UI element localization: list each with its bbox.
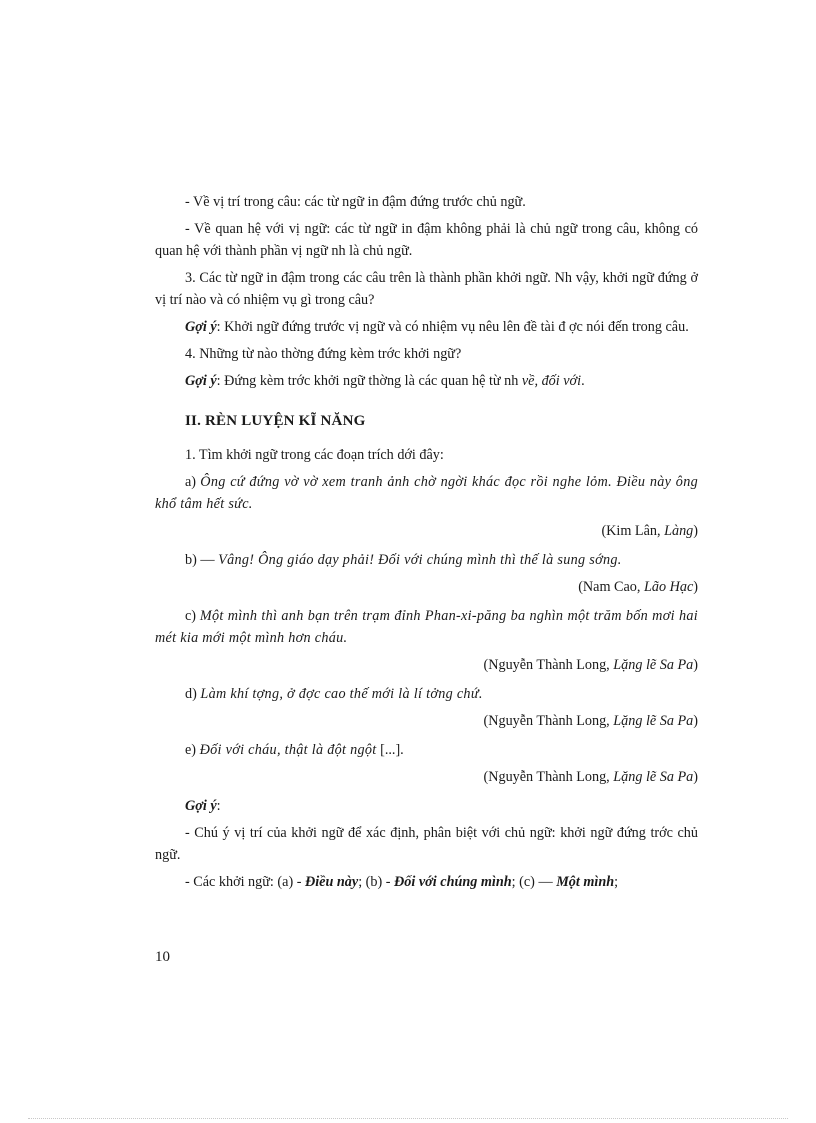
hint-label: Gợi ý — [185, 373, 217, 389]
excerpt-text: Một mình thì anh bạn trên trạm đỉnh Phan-xi-păng ba nghìn một trăm bốn mơi hai mét kia mới một mình hơn cháu. — [155, 608, 698, 646]
question-4: 4. Những từ nào thờng đứng kèm trớc khởi ngữ? — [185, 346, 462, 362]
excerpt-text: Đối với cháu, thật là đột ngột — [199, 742, 377, 758]
page-content — [155, 191, 698, 898]
excerpt-a: a) Ông cứ đứng vờ vờ xem tranh ảnh chờ ngời khác đọc rồi nghe lỏm. Điều này ông khổ tâm hết sức. — [155, 474, 698, 512]
section-heading: II. RÈN LUYỆN KĨ NĂNG — [185, 413, 366, 429]
hint-2: Gợi ý: Đứng kèm trớc khởi ngữ thờng là các quan hệ từ nh về, đối với. — [185, 373, 585, 389]
exercise-intro: 1. Tìm khởi ngữ trong các đoạn trích dới đây: — [185, 447, 444, 463]
hint-label: Gợi ý — [185, 319, 217, 335]
paragraph-position: - Về vị trí trong câu: các từ ngữ in đậm đứng trước chủ ngữ. — [185, 194, 526, 210]
source-e: (Nguyễn Thành Long, Lặng lẽ Sa Pa) — [483, 769, 698, 785]
source-d: (Nguyễn Thành Long, Lặng lẽ Sa Pa) — [483, 713, 698, 729]
hint-text: : Đứng kèm trớc khởi ngữ thờng là các quan hệ từ nh — [216, 373, 522, 389]
source-a: (Kim Lân, Làng) — [601, 523, 698, 539]
hint-1 — [155, 316, 698, 338]
hint-3-line-1: - Chú ý vị trí của khởi ngữ để xác định, phân biệt với chủ ngữ: khởi ngữ đứng trớc chủ ngữ. — [155, 825, 698, 863]
hint-italic: về, đối với — [521, 373, 582, 389]
excerpt-text: Ông cứ đứng vờ vờ xem tranh ảnh chờ ngời khác đọc rồi nghe lỏm. Điều này ông khổ tâm hết sức. — [155, 474, 698, 512]
question-3: 3. Các từ ngữ in đậm trong các câu trên là thành phần khởi ngữ. Nh vậy, khởi ngữ đứng ở vị trí nào và có nhiệm vụ gì trong câu? — [155, 270, 698, 308]
excerpt-text: Vâng! Ông giáo dạy phải! Đối với chúng mình thì thế là sung sớng. — [218, 552, 622, 568]
excerpt-text: Làm khí tợng, ở đợc cao thế mới là lí tởng chứ. — [200, 686, 483, 702]
excerpt-e: e) Đối với cháu, thật là đột ngột [...]. — [185, 742, 404, 758]
paragraph-relation: - Về quan hệ với vị ngữ: các từ ngữ in đậm không phải là chủ ngữ trong câu, không có quan hệ với thành phần vị ngữ nh là chủ ngữ. — [155, 221, 698, 259]
hint-label: Gợi ý — [185, 798, 217, 814]
excerpt-b: b) — Vâng! Ông giáo dạy phải! Đối với chúng mình thì thế là sung sớng. — [185, 552, 622, 568]
hint-text: : Khởi ngữ đứng trước vị ngữ và có nhiệm vụ nêu lên đề tài đ ợc nói đến trong câu. — [216, 319, 689, 335]
hint-3: Gợi ý: — [185, 798, 221, 814]
source-c: (Nguyễn Thành Long, Lặng lẽ Sa Pa) — [483, 657, 698, 673]
page-number: 10 — [155, 949, 170, 965]
source-b: (Nam Cao, Lão Hạc) — [578, 579, 698, 595]
page-bottom-border — [28, 1118, 788, 1119]
excerpt-c: c) Một mình thì anh bạn trên trạm đỉnh Phan-xi-păng ba nghìn một trăm bốn mơi hai mét kia mới một mình hơn cháu. — [155, 608, 698, 646]
excerpt-d: d) Làm khí tợng, ở đợc cao thế mới là lí tởng chứ. — [185, 686, 483, 702]
hint-3-line-2: - Các khởi ngữ: (a) - Điều này; (b) - Đối với chúng mình; (c) — Một mình; — [185, 874, 619, 890]
